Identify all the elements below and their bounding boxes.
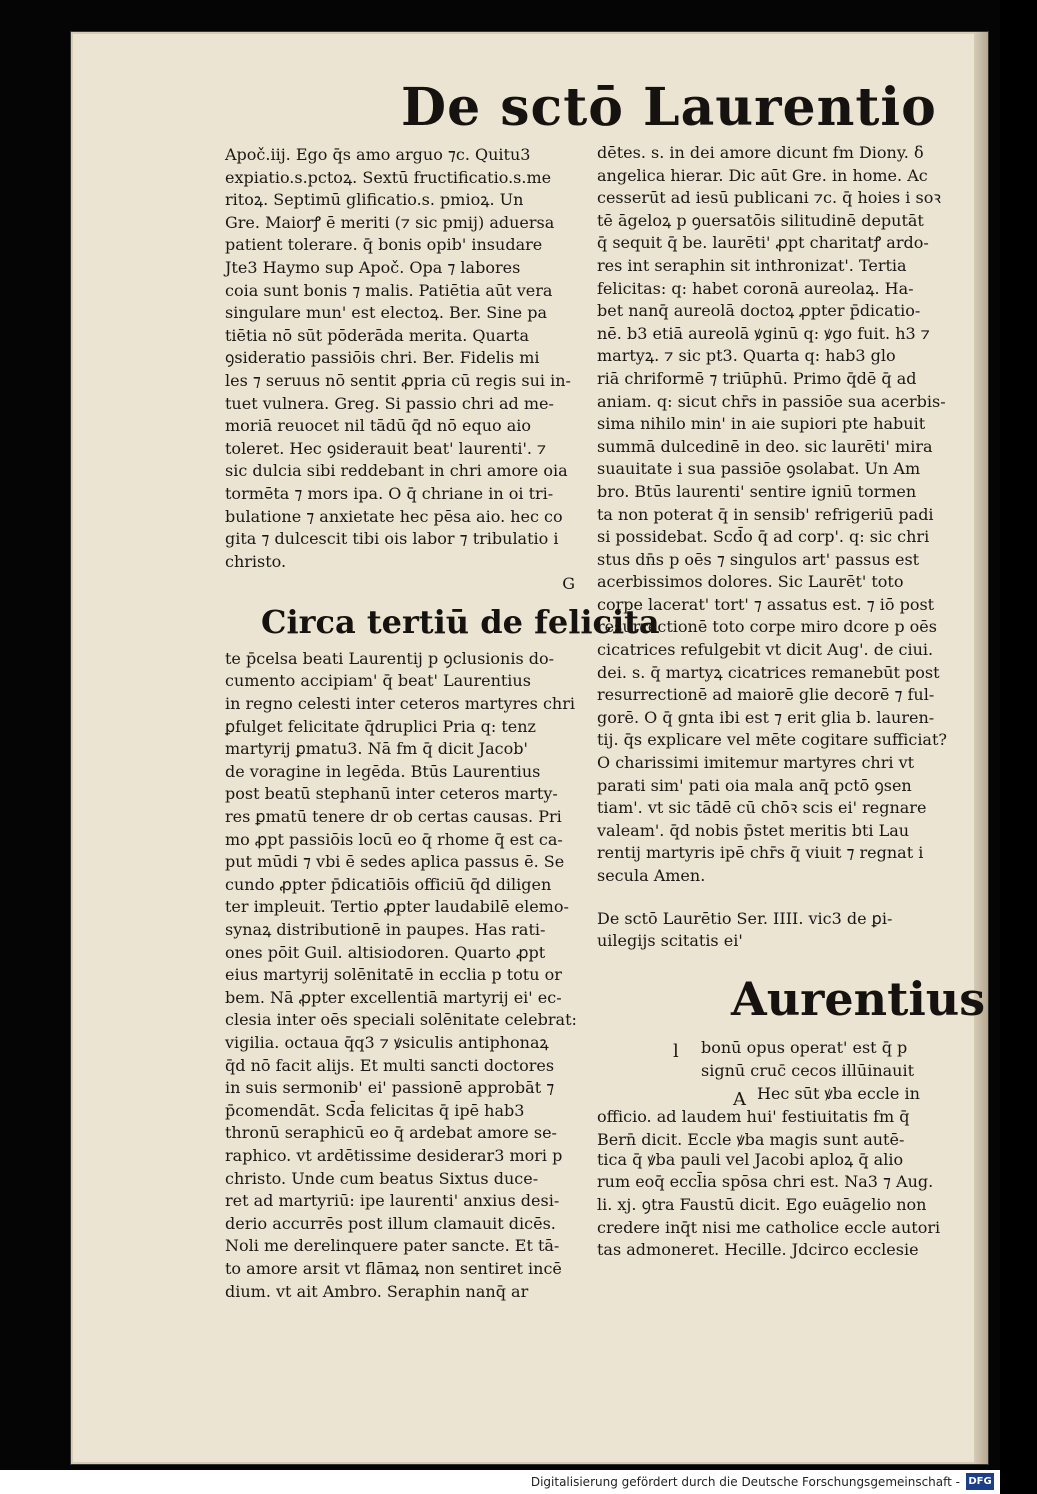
text-line: dētes. s. in dei amore dicunt fm Diony. ẟ	[597, 143, 924, 162]
text-line: raphico. vt ardētissime desiderar3 mori p	[225, 1145, 563, 1165]
intro-line: signū cruc̄ cecos illūinauit	[701, 1060, 915, 1080]
sermon-title	[597, 908, 977, 953]
text-line: ta non poterat q̄ in sensib' refrigeriū padi	[597, 504, 934, 524]
text-line: suauitate i sua passiōe ꝯsolabat. Un Am	[597, 459, 921, 479]
text-line: riā chriformē ⁊ triūphū. Primo q̄dē q̄ ad	[597, 368, 917, 388]
text-line: synaꝝ distributionē in paupes. Has rati-	[225, 920, 546, 939]
text-line: bro. Btūs laurenti' sentire igniū tormen	[597, 481, 917, 501]
guide-letter: l	[673, 1040, 679, 1062]
text-line: bem. Nā ꝓpter excellentiā martyrij ei' ec-	[225, 987, 562, 1007]
text-line: ritoꝝ. Septimū glificatio.s. pmioꝝ. Un	[225, 190, 524, 210]
intro-line: Bern̄ dicit. Eccle ꝟba magis sunt autē-	[597, 1129, 905, 1149]
text-line: stus dn̄s p oēs ⁊ singulos art' passus est	[597, 549, 920, 569]
book-page	[71, 32, 988, 1464]
text-line: ones pōit Guil. altisiodoren. Quarto ꝓpt	[225, 942, 546, 962]
text-line: cumento accipiam' q̄ beat' Laurentius	[225, 671, 531, 691]
text-line: tij. q̄s explicare vel mēte cogitare sufficiat?	[597, 730, 947, 750]
funding-credit: Digitalisierung gefördert durch die Deutsche Forschungsgemeinschaft -	[530, 1475, 960, 1489]
text-line: p̄comendāt. Scd̄a felicitas q̄ ipē hab3	[225, 1100, 525, 1120]
text-line: post beatū stephanū inter ceteros marty-	[225, 784, 558, 804]
running-header: De sctō Laurentio	[401, 77, 937, 138]
text-line: si possidebat. Scd̄o q̄ ad corp'. q: sic chri	[597, 527, 930, 547]
text-line: acerbissimos dolores. Sic Laurēt' toto	[597, 572, 904, 592]
text-line: secula Amen.	[597, 866, 706, 885]
text-line: moriā reuocet nil tādū q̄d nō equo aio	[225, 416, 532, 436]
section-heading: Circa tertiū de felicita	[261, 602, 660, 641]
text-line: res ꝑmatū tenere dr ob certas causas. Pri	[225, 807, 562, 827]
text-line: aniam. q: sicut chr̄s in passiōe sua acerbis-	[597, 391, 946, 411]
text-line: eius martyrij solēnitatē in ecclia p totu or	[225, 965, 562, 985]
left-paragraph-bottom	[225, 648, 585, 1303]
text-line: tuet vulnera. Greg. Si passio chri ad me-	[225, 393, 554, 413]
intro-line: bonū opus operat' est q̄ p	[701, 1037, 908, 1057]
text-line: li. xj. ꝯtra Faustū dicit. Ego euāgelio non	[597, 1194, 927, 1214]
text-line: in suis sermonib' ei' passionē approbāt ⁊	[225, 1078, 555, 1098]
text-line: tormēta ⁊ mors ipa. O q̄ chriane in oi tri-	[225, 483, 554, 503]
text-line: bet nanq̄ aureolā doctoꝝ ꝓpter p̄dicatio-	[597, 301, 921, 321]
text-line: tica q̄ ꝟba pauli vel Jacobi aploꝝ q̄ alio	[597, 1149, 904, 1169]
text-line: ꝑfulget felicitate q̄druplici Pria q: tenz	[225, 716, 536, 736]
guide-letter: A	[733, 1088, 746, 1110]
text-line: christo.	[225, 551, 287, 571]
text-line: q̄d nō facit alijs. Et multi sancti doctores	[225, 1055, 555, 1075]
text-line: in regno celesti inter ceteros martyres chri	[225, 694, 575, 714]
text-line: tē āgeloꝝ p ꝯuersatōis silitudinē deputāt	[597, 210, 924, 230]
text-line: angelica hierar. Dic aūt Gre. in home. Ac	[597, 165, 928, 185]
text-line: cesserūt ad iesū publicani ⁊c. q̄ hoies i soꝛ	[597, 188, 941, 208]
text-line: martyrij ꝑmatu3. Nā fm q̄ dicit Jacob'	[225, 739, 528, 759]
text-line: expiatio.s.pctoꝝ. Sextū fructificatio.s.me	[225, 167, 552, 187]
text-line: vigilia. octaua q̄q3 ⁊ ꝟsiculis antiphonaꝝ	[225, 1032, 549, 1052]
text-line: nē. b3 etiā aureolā ꝟginū q: ꝟgo fuit. h3 ⁊	[597, 323, 930, 343]
text-line: rum eoq̄ eccl̄ia spōsa chri est. Na3 ⁊ Aug.	[597, 1172, 934, 1192]
text-line: to amore arsit vt flāmaꝝ non sentiret incē	[225, 1258, 562, 1278]
text-line: martyꝝ. ⁊ sic pt3. Quarta q: hab3 glo	[597, 346, 896, 366]
text-line: coia sunt bonis ⁊ malis. Patiētia aūt vera	[225, 280, 553, 300]
text-line: resurrectionē ad maiorē glie decorē ⁊ ful-	[597, 685, 935, 705]
footer-bar	[0, 1470, 1000, 1494]
text-line: Apoč.iij. Ego q̄s amo arguo ⁊c. Quitu3	[225, 145, 531, 164]
text-line: summā dulcedinē in deo. sic laurēti' mira	[597, 436, 933, 456]
text-line: tas admoneret. Hecille. Jdcirco ecclesie	[597, 1240, 919, 1260]
text-line: De sctō Laurētio Ser. IIII. vic3 de ꝑi-	[597, 908, 893, 928]
text-line: ter impleuit. Tertio ꝓpter laudabilē elemo-	[225, 897, 569, 917]
text-line: Gre. Maiorꝭ ē meriti (⁊ sic pmij) aduersa	[225, 212, 555, 232]
text-line: bulatione ⁊ anxietate hec pēsa aio. hec co	[225, 506, 563, 526]
text-line: corpe lacerat' tort' ⁊ assatus est. ⁊ iō post	[597, 594, 935, 614]
text-line: te p̄celsa beati Laurentij p ꝯclusionis do-	[225, 648, 555, 668]
initial-block	[597, 969, 986, 1149]
text-line: derio accurrēs post illum clamauit dicēs.	[225, 1213, 556, 1233]
text-line: felicitas: q: habet coronā aureolaꝝ. Ha-	[597, 278, 914, 298]
text-line: dei. s. q̄ martyꝝ cicatrices remanebūt post	[597, 662, 940, 682]
text-line: q̄ sequit q̄ be. laurēti' ꝓpt charitatꝭ ardo-	[597, 233, 929, 253]
text-line: res int seraphin sit inthronizat'. Tertia	[597, 255, 907, 275]
text-line: mo ꝓpt passiōis locū eo q̄ rhome q̄ est ca-	[225, 829, 563, 849]
text-line: parati sim' pati oia mala anq̄ pctō ꝯsen	[597, 775, 912, 795]
right-column	[597, 142, 986, 1262]
closing-paragraph	[597, 1149, 977, 1262]
text-line: sima nihilo min' in aie supiori pte habuit	[597, 414, 926, 434]
text-line: valeam'. q̄d nobis p̄stet meritis bti Lau	[597, 820, 910, 840]
text-line: dium. vt ait Ambro. Seraphin nanq̄ ar	[225, 1281, 529, 1301]
text-line: credere inq̄t nisi me catholice eccle autori	[597, 1217, 941, 1237]
text-line: christo. Unde cum beatus Sixtus duce-	[225, 1168, 539, 1188]
text-line: gorē. O q̄ gnta ibi est ⁊ erit glia b. lauren-	[597, 707, 935, 727]
text-line: les ⁊ seruus nō sentit ꝓpria cū regis sui in-	[225, 370, 571, 390]
text-line: Jte3 Haymo sup Apoč. Opa ⁊ labores	[225, 257, 521, 277]
text-line: patient tolerare. q̄ bonis opib' insudare	[225, 235, 543, 255]
text-line: gita ⁊ dulcescit tibi ois labor ⁊ tribulatio i	[225, 529, 559, 549]
text-line: singulare mun' est electoꝝ. Ber. Sine pa	[225, 303, 548, 323]
text-line: clesia inter oēs speciali solēnitate celebrat:	[225, 1010, 577, 1030]
text-line: put mūdi ⁊ vbi ē sedes aplica passus ē. Se	[225, 852, 565, 872]
decorated-initial: Aurentius	[731, 971, 986, 1026]
section-mark: G	[562, 574, 575, 594]
text-line: ret ad martyriū: ipe laurenti' anxius desi-	[225, 1191, 560, 1211]
intro-line: officio. ad laudem hui' festiuitatis fm q̄	[597, 1106, 910, 1126]
text-line: sic dulcia sibi reddebant in chri amore oia	[225, 461, 568, 481]
text-line: tiam'. vt sic tādē cū chōꝛ scis ei' regnare	[597, 798, 927, 818]
intro-line: Hec sūt ꝟba eccle in	[757, 1083, 920, 1103]
text-line: de voragine in legēda. Btūs Laurentius	[225, 761, 541, 781]
text-line: toleret. Hec ꝯsiderauit beat' laurenti'. ⁊	[225, 438, 547, 458]
text-line: tiētia nō sūt pōderāda merita. Quarta	[225, 325, 530, 345]
text-line: cundo ꝓpter p̄dicatiōis officiū q̄d diligen	[225, 874, 552, 894]
text-line: cicatrices refulgebit vt dicit Aug'. de ciui.	[597, 640, 934, 660]
text-line: resurrectionē toto corpe miro dcore p oēs	[597, 617, 937, 637]
left-paragraph-top	[225, 144, 585, 573]
dfg-logo: DFG	[966, 1473, 994, 1490]
text-line: ꝯsideratio passiōis chri. Ber. Fidelis mi	[225, 348, 540, 368]
text-line: thronū seraphicū eo q̄ ardebat amore se-	[225, 1123, 557, 1143]
text-line: Noli me derelinquere pater sancte. Et tā-	[225, 1236, 560, 1256]
text-line: O charissimi imitemur martyres chri vt	[597, 753, 915, 773]
text-line: rentij martyris ipē chr̄s q̄ viuit ⁊ regnat i	[597, 843, 924, 863]
text-line: uilegijs scitatis ei'	[597, 931, 743, 951]
right-paragraph	[597, 142, 977, 888]
